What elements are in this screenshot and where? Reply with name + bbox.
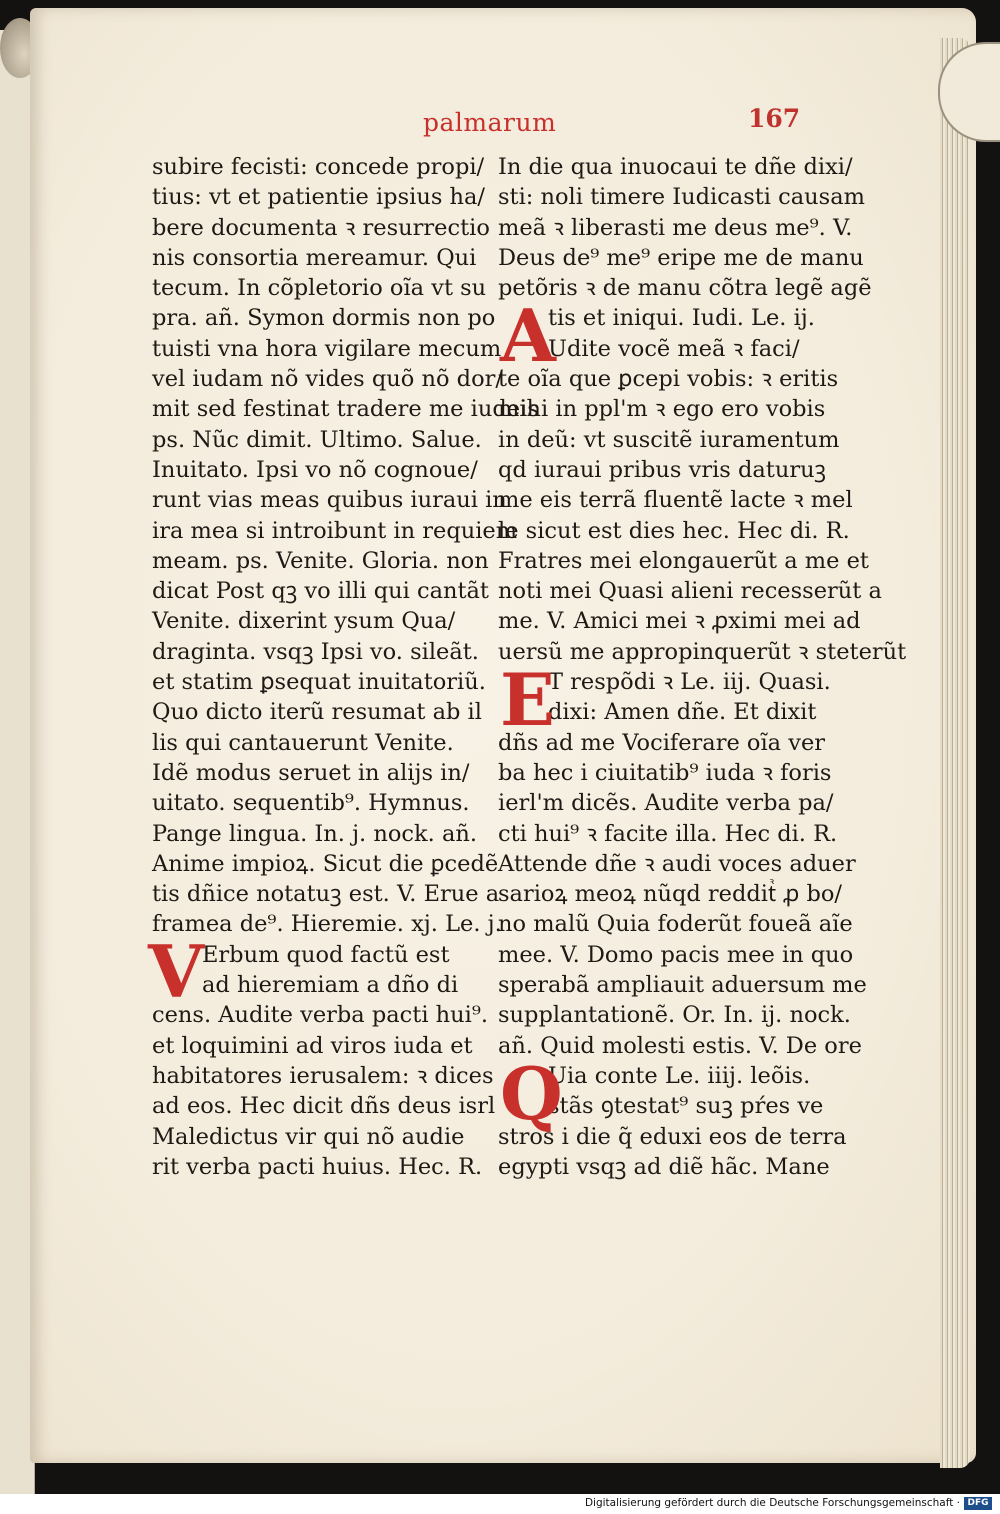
text-line: tis dñice notatuꝫ est. V. Erue a	[152, 881, 500, 908]
text-line: dixi: Amen dñe. Et dixit	[548, 699, 817, 726]
text-line: petõris ꝛ de manu cõtra legẽ agẽ	[498, 275, 872, 302]
initial-v: V	[148, 929, 204, 1014]
text-line: uitato. sequentib⁹. Hymnus.	[152, 790, 470, 817]
text-line: egypti vsqꝫ ad diẽ hãc. Mane	[498, 1153, 830, 1180]
dfg-logo: DFG	[964, 1497, 992, 1510]
text-line: Attende dñe ꝛ audi voces aduer	[498, 850, 856, 877]
text-line: framea de⁹. Hieremie. xj. Le. j.	[152, 911, 502, 938]
text-line: te oĩa que ꝑcepi vobis: ꝛ eritis	[498, 366, 839, 393]
funding-credit: Digitalisierung gefördert durch die Deutsche Forschungsgemeinschaft ·	[584, 1497, 960, 1509]
text-line: lis qui cantauerunt Venite.	[152, 729, 454, 756]
text-line: subire fecisti: concede propi/	[152, 154, 485, 180]
running-title: palmarum	[423, 108, 557, 137]
text-line: In die qua inuocaui te dñe dixi/	[498, 154, 853, 180]
text-line: sperabã ampliauit aduersum me	[498, 972, 867, 999]
text-line: ad eos. Hec dicit dñs deus isrl	[152, 1093, 496, 1120]
text-line: Venite. dixerint ysum Qua/	[152, 608, 456, 635]
text-line: bere documenta ꝛ resurrectio	[152, 214, 490, 241]
text-line: me eis terrã fluentẽ lacte ꝛ mel	[498, 487, 853, 514]
footer-bar	[0, 1494, 1000, 1514]
text-line: sarioꝝ meoꝝ nũqd redditᷣ ꝓ bo/	[498, 881, 843, 908]
text-line: qd iuraui pribus vris daturuꝫ	[498, 456, 827, 483]
text-line: dñs ad me Vociferare oĩa ver	[498, 729, 826, 756]
text-line: uersũ me appropinquerũt ꝛ steterũt	[498, 638, 907, 665]
text-line: dicat Post qꝫ vo illi qui cantãt	[152, 578, 489, 605]
page-stack-edge	[940, 38, 970, 1468]
text-line: stãs ꝯtestat⁹ suꝫ pŕes ve	[548, 1093, 824, 1120]
text-line: mihi in ppl'm ꝛ ego ero vobis	[498, 396, 826, 423]
text-line: Idẽ modus seruet in alijs in/	[152, 759, 470, 786]
text-line: mee. V. Domo pacis mee in quo	[498, 941, 854, 968]
text-line: Fratres mei elongauerũt a me et	[498, 547, 869, 574]
left-text-column	[152, 152, 539, 1182]
text-line: noti mei Quasi alieni recesserũt a	[498, 578, 882, 605]
text-line: Udite vocẽ meã ꝛ faci/	[548, 335, 800, 362]
text-line: vel iudam nõ vides quõ nõ dor/	[152, 366, 503, 393]
text-line: stros i die q̃ eduxi eos de terra	[498, 1123, 847, 1150]
text-line: ierl'm dicẽs. Audite verba pa/	[498, 790, 834, 817]
text-line: tis et iniqui. Iudi. Le. ij.	[548, 305, 815, 332]
text-line: nis consortia mereamur. Qui	[152, 244, 477, 271]
text-line: tecum. In cõpletorio oĩa vt su	[152, 275, 487, 302]
initial-e: E	[500, 657, 555, 742]
text-line: in deũ: vt suscitẽ iuramentum	[498, 426, 840, 453]
text-line: supplantationẽ. Or. In. ij. nock.	[498, 1002, 851, 1029]
text-line: pra. añ. Symon dormis non po	[152, 305, 496, 332]
text-line: Inuitato. Ipsi vo nõ cognoue/	[152, 456, 478, 483]
folio-number: 167	[748, 104, 801, 133]
text-line: ba hec i ciuitatib⁹ iuda ꝛ foris	[498, 759, 832, 786]
text-line: cens. Audite verba pacti hui⁹.	[152, 1002, 489, 1029]
text-line: draginta. vsqꝫ Ipsi vo. sileãt.	[152, 638, 479, 665]
text-line: Anime impioꝝ. Sicut die ꝑcedẽ	[152, 850, 499, 877]
text-line: cti hui⁹ ꝛ facite illa. Hec di. R.	[498, 820, 838, 847]
text-line: Maledictus vir qui nõ audie	[152, 1123, 465, 1150]
text-line: et statim ꝑsequat inuitatoriũ.	[152, 669, 486, 696]
initial-q: Q	[500, 1051, 563, 1136]
text-line: Pange lingua. In. j. nock. añ.	[152, 820, 477, 847]
text-line: no malũ Quia foderũt foueã aĩe	[498, 911, 853, 938]
text-line: Erbum quod factũ est	[202, 941, 450, 968]
text-line: T respõdi ꝛ Le. iij. Quasi.	[548, 669, 831, 696]
text-line: le sicut est dies hec. Hec di. R.	[498, 517, 850, 544]
text-line: añ. Quid molesti estis. V. De ore	[498, 1032, 862, 1059]
text-line: ira mea si introibunt in requiem	[152, 517, 518, 544]
text-line: Uia conte Le. iiij. leõis.	[548, 1062, 811, 1089]
initial-a: A	[500, 293, 556, 378]
text-line: habitatores ierusalem: ꝛ dices	[152, 1062, 494, 1089]
text-line: ad hieremiam a dño di	[202, 972, 459, 999]
text-line: meam. ps. Venite. Gloria. non	[152, 547, 489, 574]
text-line: meã ꝛ liberasti me deus me⁹. V.	[498, 214, 853, 241]
text-line: ps. Nũc dimit. Ultimo. Salue.	[152, 426, 482, 453]
text-line: tuisti vna hora vigilare mecum	[152, 335, 502, 362]
text-line: Deus de⁹ me⁹ eripe me de manu	[498, 244, 864, 271]
text-line: mit sed festinat tradere me iudeis	[152, 396, 539, 423]
text-line: tius: vt et patientie ipsius ha/	[152, 184, 486, 211]
text-line: Quo dicto iterũ resumat ab il	[152, 699, 482, 726]
text-line: sti: noli timere Iudicasti causam	[498, 184, 865, 211]
text-line: rit verba pacti huius. Hec. R.	[152, 1153, 483, 1180]
text-line: runt vias meas quibus iuraui in	[152, 487, 507, 514]
text-line: et loquimini ad viros iuda et	[152, 1032, 473, 1059]
text-line: me. V. Amici mei ꝛ ꝓximi mei ad	[498, 608, 861, 635]
